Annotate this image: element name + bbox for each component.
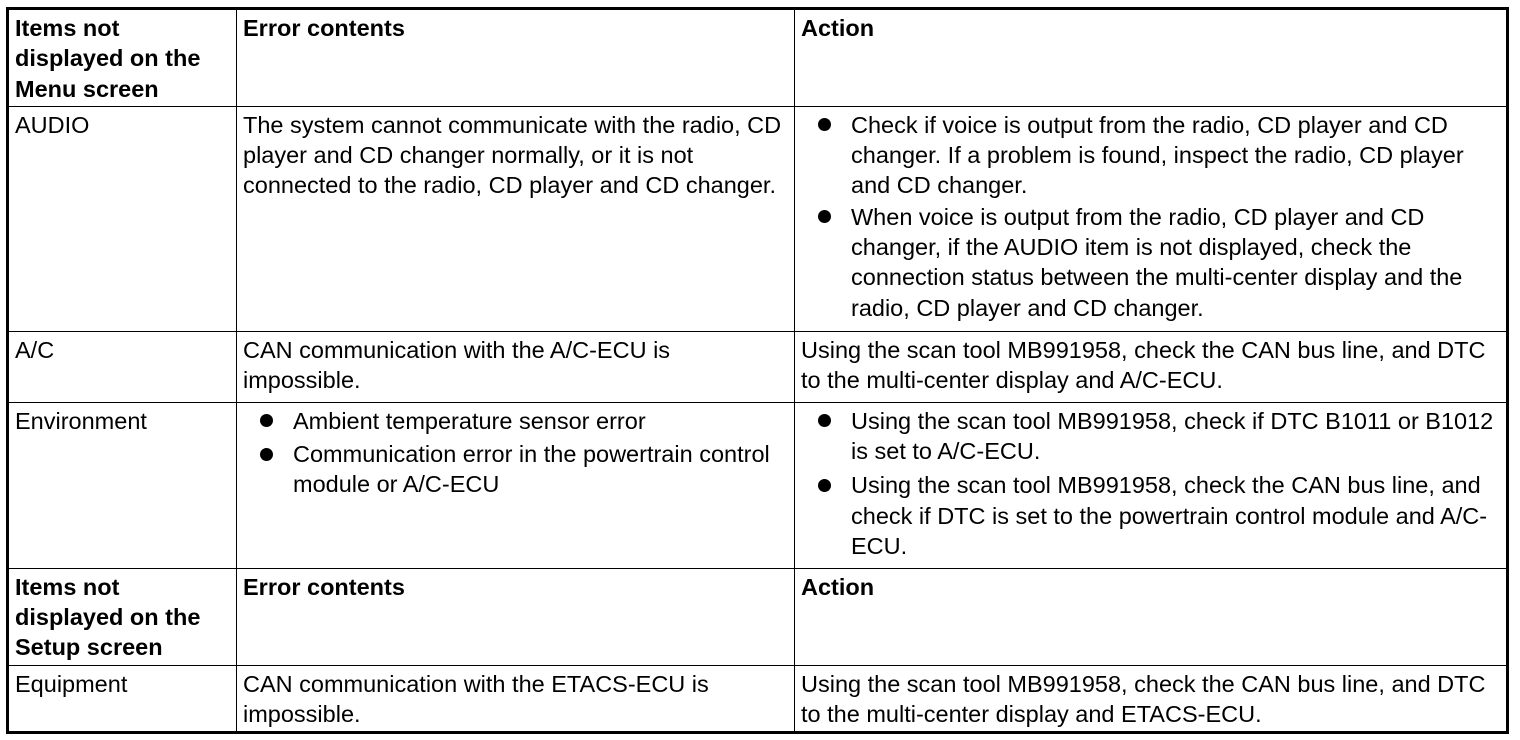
error-table [6,7,1509,734]
error-bullet-list [243,406,788,500]
bullet-item: Ambient temperature sensor error [243,406,788,436]
bullet-item: When voice is output from the radio, CD player and CD changer, if the AUDIO item is not displayed, check the connection status between the multi-center display and the radio, CD player and CD changer. [801,202,1500,323]
item-cell: Environment [8,402,237,568]
action-bullet-list [801,406,1500,561]
menu-header-row [8,9,1508,107]
bullet-item: Using the scan tool MB991958, check if DTC B1011 or B1012 is set to A/C-ECU. [801,406,1500,467]
setup-items-header: Items not displayed on the Setup screen [8,568,237,665]
error-cell: CAN communication with the A/C-ECU is impossible. [237,331,795,402]
error-contents-header: Error contents [237,568,795,665]
action-header: Action [795,9,1508,107]
setup-header-row [8,568,1508,665]
table-row-environment [8,402,1508,568]
action-cell [795,106,1508,331]
table-row-equipment [8,665,1508,733]
bullet-item: Check if voice is output from the radio, CD player and CD changer. If a problem is found, inspect the radio, CD player and CD changer. [801,110,1500,201]
menu-items-header: Items not displayed on the Menu screen [8,9,237,107]
table-row-audio [8,106,1508,331]
action-cell [795,402,1508,568]
error-contents-header: Error contents [237,9,795,107]
error-cell: CAN communication with the ETACS-ECU is impossible. [237,665,795,733]
item-cell: AUDIO [8,106,237,331]
bullet-item: Using the scan tool MB991958, check the CAN bus line, and check if DTC is set to the powertrain control module and A/C-ECU. [801,470,1500,561]
table-row-ac [8,331,1508,402]
action-cell: Using the scan tool MB991958, check the CAN bus line, and DTC to the multi-center display and ETACS-ECU. [795,665,1508,733]
item-cell: A/C [8,331,237,402]
error-cell [237,402,795,568]
action-cell: Using the scan tool MB991958, check the CAN bus line, and DTC to the multi-center display and A/C-ECU. [795,331,1508,402]
action-bullet-list [801,110,1500,323]
bullet-item: Communication error in the powertrain control module or A/C-ECU [243,439,788,500]
error-cell: The system cannot communicate with the radio, CD player and CD changer normally, or it is not connected to the radio, CD player and CD changer. [237,106,795,331]
item-cell: Equipment [8,665,237,733]
action-header: Action [795,568,1508,665]
